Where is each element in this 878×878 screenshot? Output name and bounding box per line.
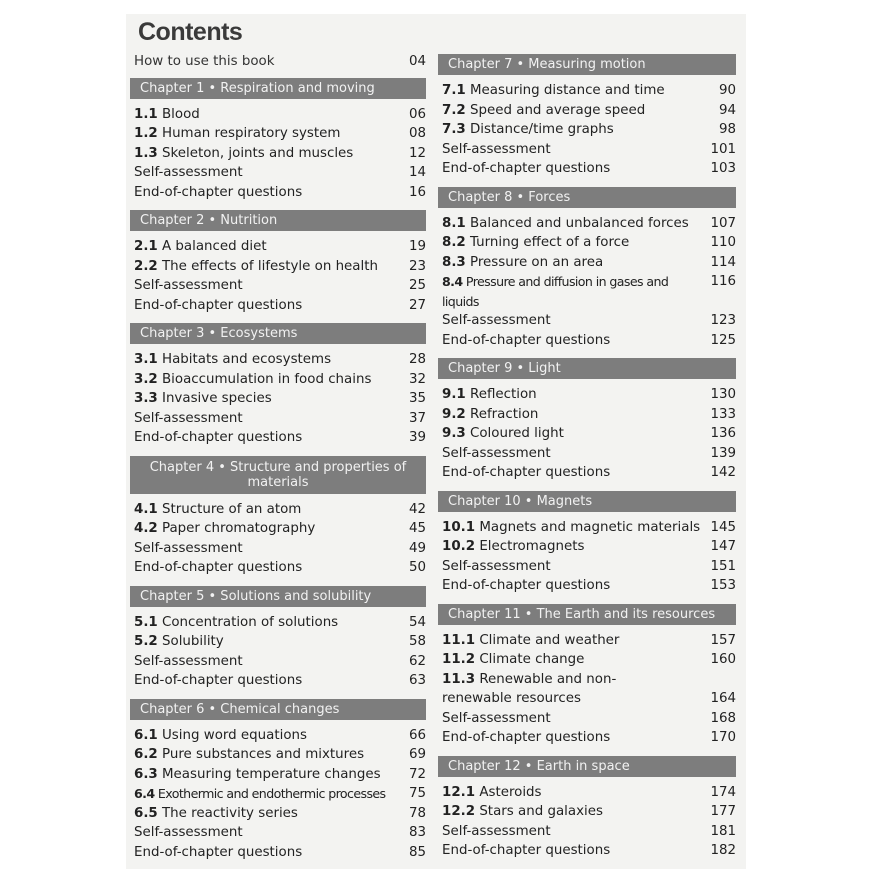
entry-label — [442, 214, 706, 234]
entry-title: End-of-chapter questions — [134, 297, 303, 313]
entry-label — [442, 272, 706, 311]
entry-label — [134, 671, 396, 691]
entry-title: End-of-chapter questions — [134, 184, 303, 200]
entry-label — [442, 670, 706, 709]
toc-entry[interactable] — [438, 822, 736, 842]
entry-title: Pressure and diffusion in gases and liquids — [442, 274, 669, 309]
entry-page: 58 — [408, 634, 426, 649]
toc-entry[interactable] — [130, 652, 426, 672]
entry-title: Self-assessment — [442, 823, 551, 839]
entry-page: 174 — [710, 784, 736, 800]
chapter-section — [130, 456, 426, 578]
entry-title: End-of-chapter questions — [442, 465, 611, 480]
entry-title: Self-assessment — [442, 141, 551, 157]
toc-entry[interactable] — [130, 105, 426, 125]
toc-entry[interactable] — [130, 823, 426, 843]
chapter-heading: Chapter 4 • Structure and properties of materials — [130, 456, 426, 494]
chapter-heading: Chapter 7 • Measuring motion — [438, 54, 736, 75]
entry-page: 164 — [710, 691, 736, 706]
entry-title: A balanced diet — [162, 239, 267, 254]
entry-title: End-of-chapter questions — [442, 578, 611, 593]
entry-label — [134, 726, 396, 746]
entry-label — [442, 159, 706, 179]
entry-title: The effects of lifestyle on health — [162, 258, 378, 274]
entry-title: End-of-chapter questions — [134, 844, 303, 860]
section-number: 6.4 — [134, 786, 155, 801]
entry-title: Self-assessment — [442, 445, 551, 461]
toc-entry[interactable] — [438, 650, 736, 670]
section-number: 7.2 — [442, 102, 466, 118]
entry-page: 142 — [710, 465, 736, 480]
chapter-heading: Chapter 9 • Light — [438, 358, 736, 379]
toc-entry[interactable] — [438, 120, 736, 140]
entry-title: Invasive species — [162, 391, 272, 406]
entry-label — [442, 331, 706, 351]
entry-page: 130 — [710, 387, 736, 402]
entry-title: Exothermic and endothermic processes — [157, 786, 386, 801]
toc-entry[interactable] — [130, 124, 426, 144]
section-number: 12.1 — [442, 784, 476, 800]
entry-label — [442, 140, 706, 160]
toc-entry[interactable] — [438, 802, 736, 822]
toc-entry[interactable] — [438, 576, 736, 596]
toc-entry[interactable] — [438, 159, 736, 179]
section-number: 6.3 — [134, 766, 158, 782]
entry-label — [442, 576, 706, 596]
entry-label — [442, 424, 706, 444]
entry-label — [134, 105, 396, 125]
entry-page: 62 — [408, 653, 426, 669]
toc-entry[interactable] — [438, 783, 736, 803]
entry-page: 107 — [710, 215, 736, 231]
entry-title: Renewable and non-renewable resources — [442, 671, 617, 706]
entry-title: End-of-chapter questions — [134, 673, 303, 688]
entry-title: Self-assessment — [134, 165, 243, 180]
entry-title: Reflection — [470, 387, 537, 402]
entry-page: 123 — [710, 313, 736, 328]
entry-page: 66 — [408, 727, 426, 743]
entry-label — [134, 804, 396, 824]
chapter-section — [438, 54, 736, 179]
entry-label — [134, 519, 396, 539]
entry-label — [442, 405, 706, 425]
entry-title: Electromagnets — [479, 539, 585, 554]
entry-page: 08 — [408, 126, 426, 141]
toc-entry[interactable] — [130, 144, 426, 164]
toc-entry[interactable] — [438, 272, 736, 311]
toc-entry[interactable] — [130, 519, 426, 539]
entry-page: 110 — [710, 235, 736, 250]
toc-entry[interactable] — [130, 500, 426, 520]
entry-page: 35 — [408, 391, 426, 406]
entry-page: 16 — [408, 184, 426, 200]
intro-entry — [130, 52, 426, 72]
section-number: 9.1 — [442, 387, 466, 402]
entry-title: Self-assessment — [134, 653, 243, 669]
section-number: 8.2 — [442, 235, 466, 250]
entry-title: Turning effect of a force — [470, 235, 630, 250]
entry-page: 19 — [408, 239, 426, 254]
entry-label — [442, 822, 706, 842]
toc-entry[interactable] — [438, 214, 736, 234]
section-number: 8.4 — [442, 274, 463, 289]
entry-title: End-of-chapter questions — [442, 730, 611, 745]
entry-label — [442, 728, 706, 748]
entry-page: 54 — [408, 614, 426, 630]
chapter-heading: Chapter 6 • Chemical changes — [130, 699, 426, 720]
toc-entry[interactable] — [130, 843, 426, 863]
toc-entry[interactable] — [438, 518, 736, 538]
entry-title: Refraction — [470, 406, 539, 422]
entry-label — [442, 518, 706, 538]
chapter-section — [438, 604, 736, 748]
entry-label — [442, 120, 706, 140]
entry-label — [442, 783, 706, 803]
entry-label — [134, 144, 396, 164]
entry-label — [442, 311, 706, 331]
entry-label — [134, 613, 396, 633]
entry-title: Skeleton, joints and muscles — [162, 145, 354, 161]
entry-page: 181 — [710, 823, 736, 839]
toc-entry[interactable] — [130, 257, 426, 277]
entry-title: Pure substances and mixtures — [162, 747, 365, 762]
toc-entry[interactable] — [130, 671, 426, 691]
toc-entry[interactable] — [438, 81, 736, 101]
toc-entry[interactable] — [130, 370, 426, 390]
entry-label — [134, 296, 396, 316]
entry-title: Using word equations — [162, 727, 307, 743]
entry-label — [442, 233, 706, 253]
section-number: 8.1 — [442, 215, 466, 231]
toc-entry[interactable] — [130, 558, 426, 578]
entry-page: 04 — [408, 54, 426, 69]
toc-entry[interactable] — [130, 237, 426, 257]
entry-title: End-of-chapter questions — [442, 161, 611, 176]
page-title: Contents — [138, 18, 243, 46]
entry-page: 06 — [408, 106, 426, 122]
toc-entry[interactable] — [130, 765, 426, 785]
entry-page: 83 — [408, 825, 426, 840]
entry-page: 12 — [408, 145, 426, 161]
entry-page: 182 — [710, 843, 736, 858]
entry-label — [134, 350, 396, 370]
toc-entry[interactable] — [130, 428, 426, 448]
entry-label — [134, 428, 396, 448]
chapter-section — [130, 323, 426, 448]
entry-label — [134, 784, 396, 804]
entry-page: 114 — [710, 254, 736, 270]
section-number: 9.3 — [442, 426, 466, 441]
entry-label — [134, 632, 396, 652]
chapter-heading: Chapter 8 • Forces — [438, 187, 736, 208]
entry-label — [134, 765, 396, 785]
entry-page: 157 — [710, 632, 736, 648]
toc-entry[interactable] — [438, 101, 736, 121]
entry-title: Climate change — [479, 652, 585, 667]
entry-label — [442, 802, 706, 822]
entry-page: 28 — [408, 352, 426, 367]
section-number: 3.3 — [134, 391, 158, 406]
section-number: 11.3 — [442, 671, 476, 687]
toc-entry[interactable] — [130, 745, 426, 765]
entry-label — [134, 500, 396, 520]
entry-title: Distance/time graphs — [470, 122, 614, 137]
toc-entry[interactable] — [130, 183, 426, 203]
toc-entry[interactable] — [438, 385, 736, 405]
toc-entry[interactable] — [438, 631, 736, 651]
chapter-section — [130, 210, 426, 315]
entry-label — [134, 539, 396, 559]
toc-entry[interactable] — [438, 841, 736, 861]
entry-page: 177 — [710, 804, 736, 819]
entry-title: Paper chromatography — [162, 521, 316, 536]
toc-entry[interactable] — [438, 424, 736, 444]
entry-label — [442, 463, 706, 483]
section-number: 6.2 — [134, 747, 158, 762]
entry-label — [442, 253, 706, 273]
entry-title: Climate and weather — [479, 632, 620, 648]
entry-label — [134, 558, 396, 578]
entry-page: 147 — [710, 539, 736, 554]
entry-page: 160 — [710, 652, 736, 667]
entry-page: 14 — [408, 165, 426, 180]
chapter-heading: Chapter 2 • Nutrition — [130, 210, 426, 231]
entry-page: 153 — [710, 578, 736, 593]
entry-label — [134, 745, 396, 765]
chapter-section — [438, 491, 736, 596]
entry-title: Self-assessment — [134, 825, 243, 840]
entry-label — [442, 557, 706, 577]
section-number: 11.2 — [442, 652, 476, 667]
section-number: 2.1 — [134, 239, 158, 254]
entry-page: 32 — [408, 371, 426, 387]
toc-entry[interactable] — [130, 726, 426, 746]
entry-title: End-of-chapter questions — [134, 430, 303, 445]
chapter-heading: Chapter 12 • Earth in space — [438, 756, 736, 777]
entry-title: Self-assessment — [442, 710, 551, 726]
entry-page: 39 — [408, 430, 426, 445]
entry-label — [442, 537, 706, 557]
entry-page: 78 — [408, 805, 426, 821]
toc-entry[interactable] — [438, 140, 736, 160]
entry-title: Pressure on an area — [470, 254, 604, 270]
entry-page: 133 — [710, 406, 736, 422]
left-column — [130, 52, 426, 870]
entry-page: 151 — [710, 558, 736, 574]
section-number: 3.2 — [134, 371, 158, 387]
chapter-heading: Chapter 3 • Ecosystems — [130, 323, 426, 344]
entry-page: 23 — [408, 258, 426, 274]
section-number: 11.1 — [442, 632, 476, 648]
entry-label — [442, 650, 706, 670]
entry-title: End-of-chapter questions — [134, 560, 303, 575]
right-column — [438, 54, 736, 869]
section-number: 5.2 — [134, 634, 158, 649]
entry-label — [442, 81, 706, 101]
section-number: 3.1 — [134, 352, 158, 367]
chapter-section — [130, 586, 426, 691]
entry-title: Self-assessment — [442, 313, 551, 328]
entry-page: 49 — [408, 540, 426, 556]
entry-label — [134, 370, 396, 390]
toc-entry[interactable] — [438, 557, 736, 577]
section-number: 9.2 — [442, 406, 466, 422]
chapter-heading: Chapter 11 • The Earth and its resources — [438, 604, 736, 625]
entry-title: Self-assessment — [134, 540, 243, 556]
toc-entry[interactable] — [438, 670, 736, 709]
chapter-section — [130, 78, 426, 203]
entry-label — [134, 163, 396, 183]
section-number: 1.2 — [134, 126, 158, 141]
section-number: 5.1 — [134, 614, 158, 630]
entry-page: 69 — [408, 747, 426, 762]
entry-title: Asteroids — [479, 784, 542, 800]
chapter-section — [438, 756, 736, 861]
entry-page: 42 — [408, 501, 426, 517]
entry-title: Self-assessment — [442, 558, 551, 574]
entry-page: 37 — [408, 410, 426, 426]
entry-label — [134, 823, 396, 843]
entry-label — [442, 444, 706, 464]
entry-title: Balanced and unbalanced forces — [470, 215, 689, 231]
toc-entry[interactable] — [438, 463, 736, 483]
entry-page: 85 — [408, 844, 426, 860]
entry-title: The reactivity series — [162, 805, 298, 821]
entry-title: Speed and average speed — [470, 102, 646, 118]
entry-title: Bioaccumulation in food chains — [162, 371, 372, 387]
chapter-heading: Chapter 1 • Respiration and moving — [130, 78, 426, 99]
section-number: 12.2 — [442, 804, 476, 819]
toc-entry[interactable] — [130, 409, 426, 429]
entry-label — [134, 843, 396, 863]
section-number: 7.1 — [442, 83, 466, 98]
entry-label — [134, 124, 396, 144]
entry-page: 125 — [710, 332, 736, 348]
section-number: 7.3 — [442, 122, 466, 137]
entry-page: 170 — [710, 730, 736, 745]
entry-title: Stars and galaxies — [479, 804, 603, 819]
entry-label — [442, 101, 706, 121]
toc-entry[interactable] — [130, 804, 426, 824]
section-number: 6.1 — [134, 727, 158, 743]
entry-page: 25 — [408, 278, 426, 293]
entry-title: Concentration of solutions — [162, 614, 339, 630]
entry-page: 27 — [408, 297, 426, 313]
entry-title: Measuring distance and time — [470, 83, 665, 98]
toc-entry[interactable] — [438, 311, 736, 331]
entry-label: How to use this book — [134, 54, 275, 69]
toc-entry[interactable] — [130, 296, 426, 316]
entry-page: 72 — [408, 766, 426, 782]
entry-page: 63 — [408, 673, 426, 688]
toc-entry[interactable] — [438, 444, 736, 464]
toc-entry[interactable] — [130, 539, 426, 559]
section-number: 1.1 — [134, 106, 158, 122]
entry-page: 139 — [710, 445, 736, 461]
entry-label — [134, 652, 396, 672]
toc-entry[interactable] — [130, 784, 426, 804]
entry-label — [442, 631, 706, 651]
toc-entry[interactable] — [438, 331, 736, 351]
chapter-heading: Chapter 5 • Solutions and solubility — [130, 586, 426, 607]
toc-entry[interactable] — [130, 350, 426, 370]
section-number: 6.5 — [134, 805, 158, 821]
section-number: 8.3 — [442, 254, 466, 270]
section-number: 10.2 — [442, 539, 476, 554]
entry-title: Solubility — [162, 634, 224, 649]
entry-page: 75 — [408, 786, 426, 801]
entry-title: Human respiratory system — [162, 126, 341, 141]
entry-page: 101 — [710, 141, 736, 157]
entry-title: Magnets and magnetic materials — [479, 519, 701, 535]
toc-entry[interactable] — [438, 253, 736, 273]
toc-entry[interactable] — [130, 276, 426, 296]
entry-label — [442, 385, 706, 405]
entry-title: Self-assessment — [134, 410, 243, 426]
entry-title: End-of-chapter questions — [442, 843, 611, 858]
chapter-section — [438, 187, 736, 351]
section-number: 2.2 — [134, 258, 158, 274]
entry-title: End-of-chapter questions — [442, 332, 611, 348]
entry-label — [442, 709, 706, 729]
entry-page: 145 — [710, 519, 736, 535]
entry-page: 168 — [710, 710, 736, 726]
entry-page: 90 — [718, 83, 736, 98]
entry-label — [134, 237, 396, 257]
entry-title: Coloured light — [470, 426, 564, 441]
section-number: 4.2 — [134, 521, 158, 536]
section-number: 4.1 — [134, 501, 158, 517]
entry-title: Structure of an atom — [162, 501, 302, 517]
toc-entry[interactable] — [438, 537, 736, 557]
entry-label — [134, 183, 396, 203]
entry-page: 45 — [408, 521, 426, 536]
entry-page: 94 — [718, 102, 736, 118]
section-number: 1.3 — [134, 145, 158, 161]
entry-title: Blood — [162, 106, 200, 122]
entry-page: 103 — [710, 161, 736, 176]
entry-page: 50 — [408, 560, 426, 575]
toc-entry[interactable] — [438, 709, 736, 729]
entry-label — [442, 841, 706, 861]
chapter-section — [438, 358, 736, 483]
entry-title: Self-assessment — [134, 278, 243, 293]
entry-page: 116 — [710, 274, 736, 289]
entry-label — [134, 257, 396, 277]
toc-entry[interactable] — [130, 632, 426, 652]
entry-label — [134, 389, 396, 409]
toc-entry[interactable] — [438, 728, 736, 748]
toc-entry[interactable] — [130, 613, 426, 633]
toc-entry[interactable] — [130, 389, 426, 409]
chapter-heading: Chapter 10 • Magnets — [438, 491, 736, 512]
chapter-section — [130, 699, 426, 863]
toc-entry[interactable] — [438, 233, 736, 253]
entry-label — [134, 409, 396, 429]
entry-page: 98 — [718, 122, 736, 137]
toc-entry[interactable] — [130, 163, 426, 183]
entry-title: Measuring temperature changes — [162, 766, 381, 782]
entry-title: Habitats and ecosystems — [162, 352, 332, 367]
section-number: 10.1 — [442, 519, 476, 535]
toc-entry[interactable] — [438, 405, 736, 425]
entry-page: 136 — [710, 426, 736, 441]
entry-label — [134, 276, 396, 296]
